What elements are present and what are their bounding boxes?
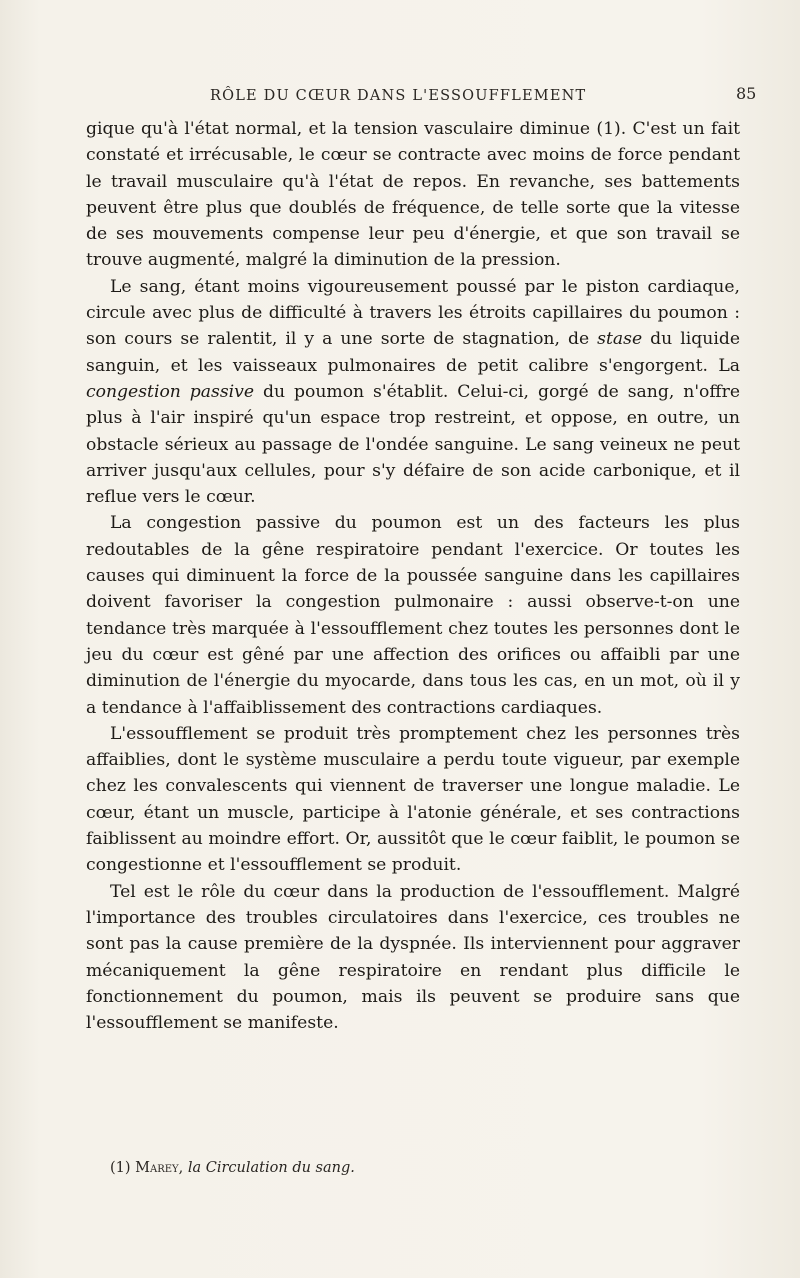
paragraph-5-text: Tel est le rôle du cœur dans la production de l'essoufflement. Malgré l'importance des troubles circulatoires dans l'exercice, ces troubles ne sont pas la cause première de la dyspnée. Ils interviennent pour aggraver mécaniquement la gêne respiratoire en rendant plus difficile le fonctionnement du poumon, mais ils peuvent se produire sans que l'essoufflement se manifeste. [86, 881, 740, 1034]
emphasis-congestion-passive: congestion passive [86, 381, 255, 402]
paragraph-2-text-b: du liquide sanguin, et les vaisseaux pulmonaires de petit calibre s'engorgent. La [86, 329, 740, 376]
paragraph-4-text: L'essoufflement se produit très promptement chez les personnes très affaiblies, dont le système musculaire a perdu toute vigueur, par exemple chez les convalescents qui viennent de traverser une longue maladie. Le cœur, étant un muscle, participe à l'atonie générale, et ses contractions faiblissent au moindre effort. Or, aussitôt que le cœur faiblit, le poumon se congestionne et l'essoufflement se produit. [86, 723, 740, 876]
body-text [86, 116, 740, 1036]
paragraph-3 [86, 510, 740, 720]
running-title: RÔLE DU CŒUR DANS L'ESSOUFFLEMENT [210, 88, 587, 104]
paragraph-2 [86, 274, 740, 511]
footnote-author: Marey, [135, 1160, 184, 1176]
paragraph-5 [86, 879, 740, 1037]
paragraph-4 [86, 721, 740, 879]
paragraph-1 [86, 116, 740, 274]
paragraph-2-text-a: Le sang, étant moins vigoureusement poussé par le piston cardiaque, circule avec plus de difficulté à travers les étroits capillaires du poumon : son cours se ralentit, il y a une sorte de stagnation, de [86, 276, 740, 350]
paragraph-3-text: La congestion passive du poumon est un des facteurs les plus redoutables de la gêne respiratoire pendant l'exercice. Or toutes les causes qui diminuent la force de la poussée sanguine dans les capillaires doivent favoriser la congestion pulmonaire : aussi observe-t-on une tendance très marquée à l'essoufflement chez toutes les personnes dont le jeu du cœur est gêné par une affection des orifices ou affaibli par une diminution de l'énergie du myocarde, dans tous les cas, en un mot, où il y a tendance à l'affaiblissement des contractions cardiaques. [86, 513, 740, 718]
footnote-marker: (1) [110, 1160, 131, 1176]
page-number: 85 [736, 84, 757, 103]
paragraph-1-text: gique qu'à l'état normal, et la tension vasculaire diminue (1). C'est un fait constaté et irrécusable, le cœur se contracte avec moins de force pendant le travail musculaire qu'à l'état de repos. En revanche, ses battements peuvent être plus que doublés de fréquence, de telle sorte que la vitesse de ses mouvements compense leur peu d'énergie, et que son travail se trouve augmenté, malgré la diminution de la pression. [86, 119, 740, 271]
paragraph-2-text-c: du poumon s'établit. Celui-ci, gorgé de sang, n'offre plus à l'air inspiré qu'un espace trop restreint, et oppose, en outre, un obstacle sérieux au passage de l'ondée sanguine. Le sang veineux ne peut arriver jusqu'aux cellules, pour s'y défaire de son acide carbonique, et il reflue vers le cœur. [86, 381, 740, 508]
footnote-work: la Circulation du sang. [187, 1160, 355, 1176]
page-header [0, 84, 800, 110]
emphasis-stase: stase [597, 329, 643, 350]
footnote [110, 1158, 730, 1178]
